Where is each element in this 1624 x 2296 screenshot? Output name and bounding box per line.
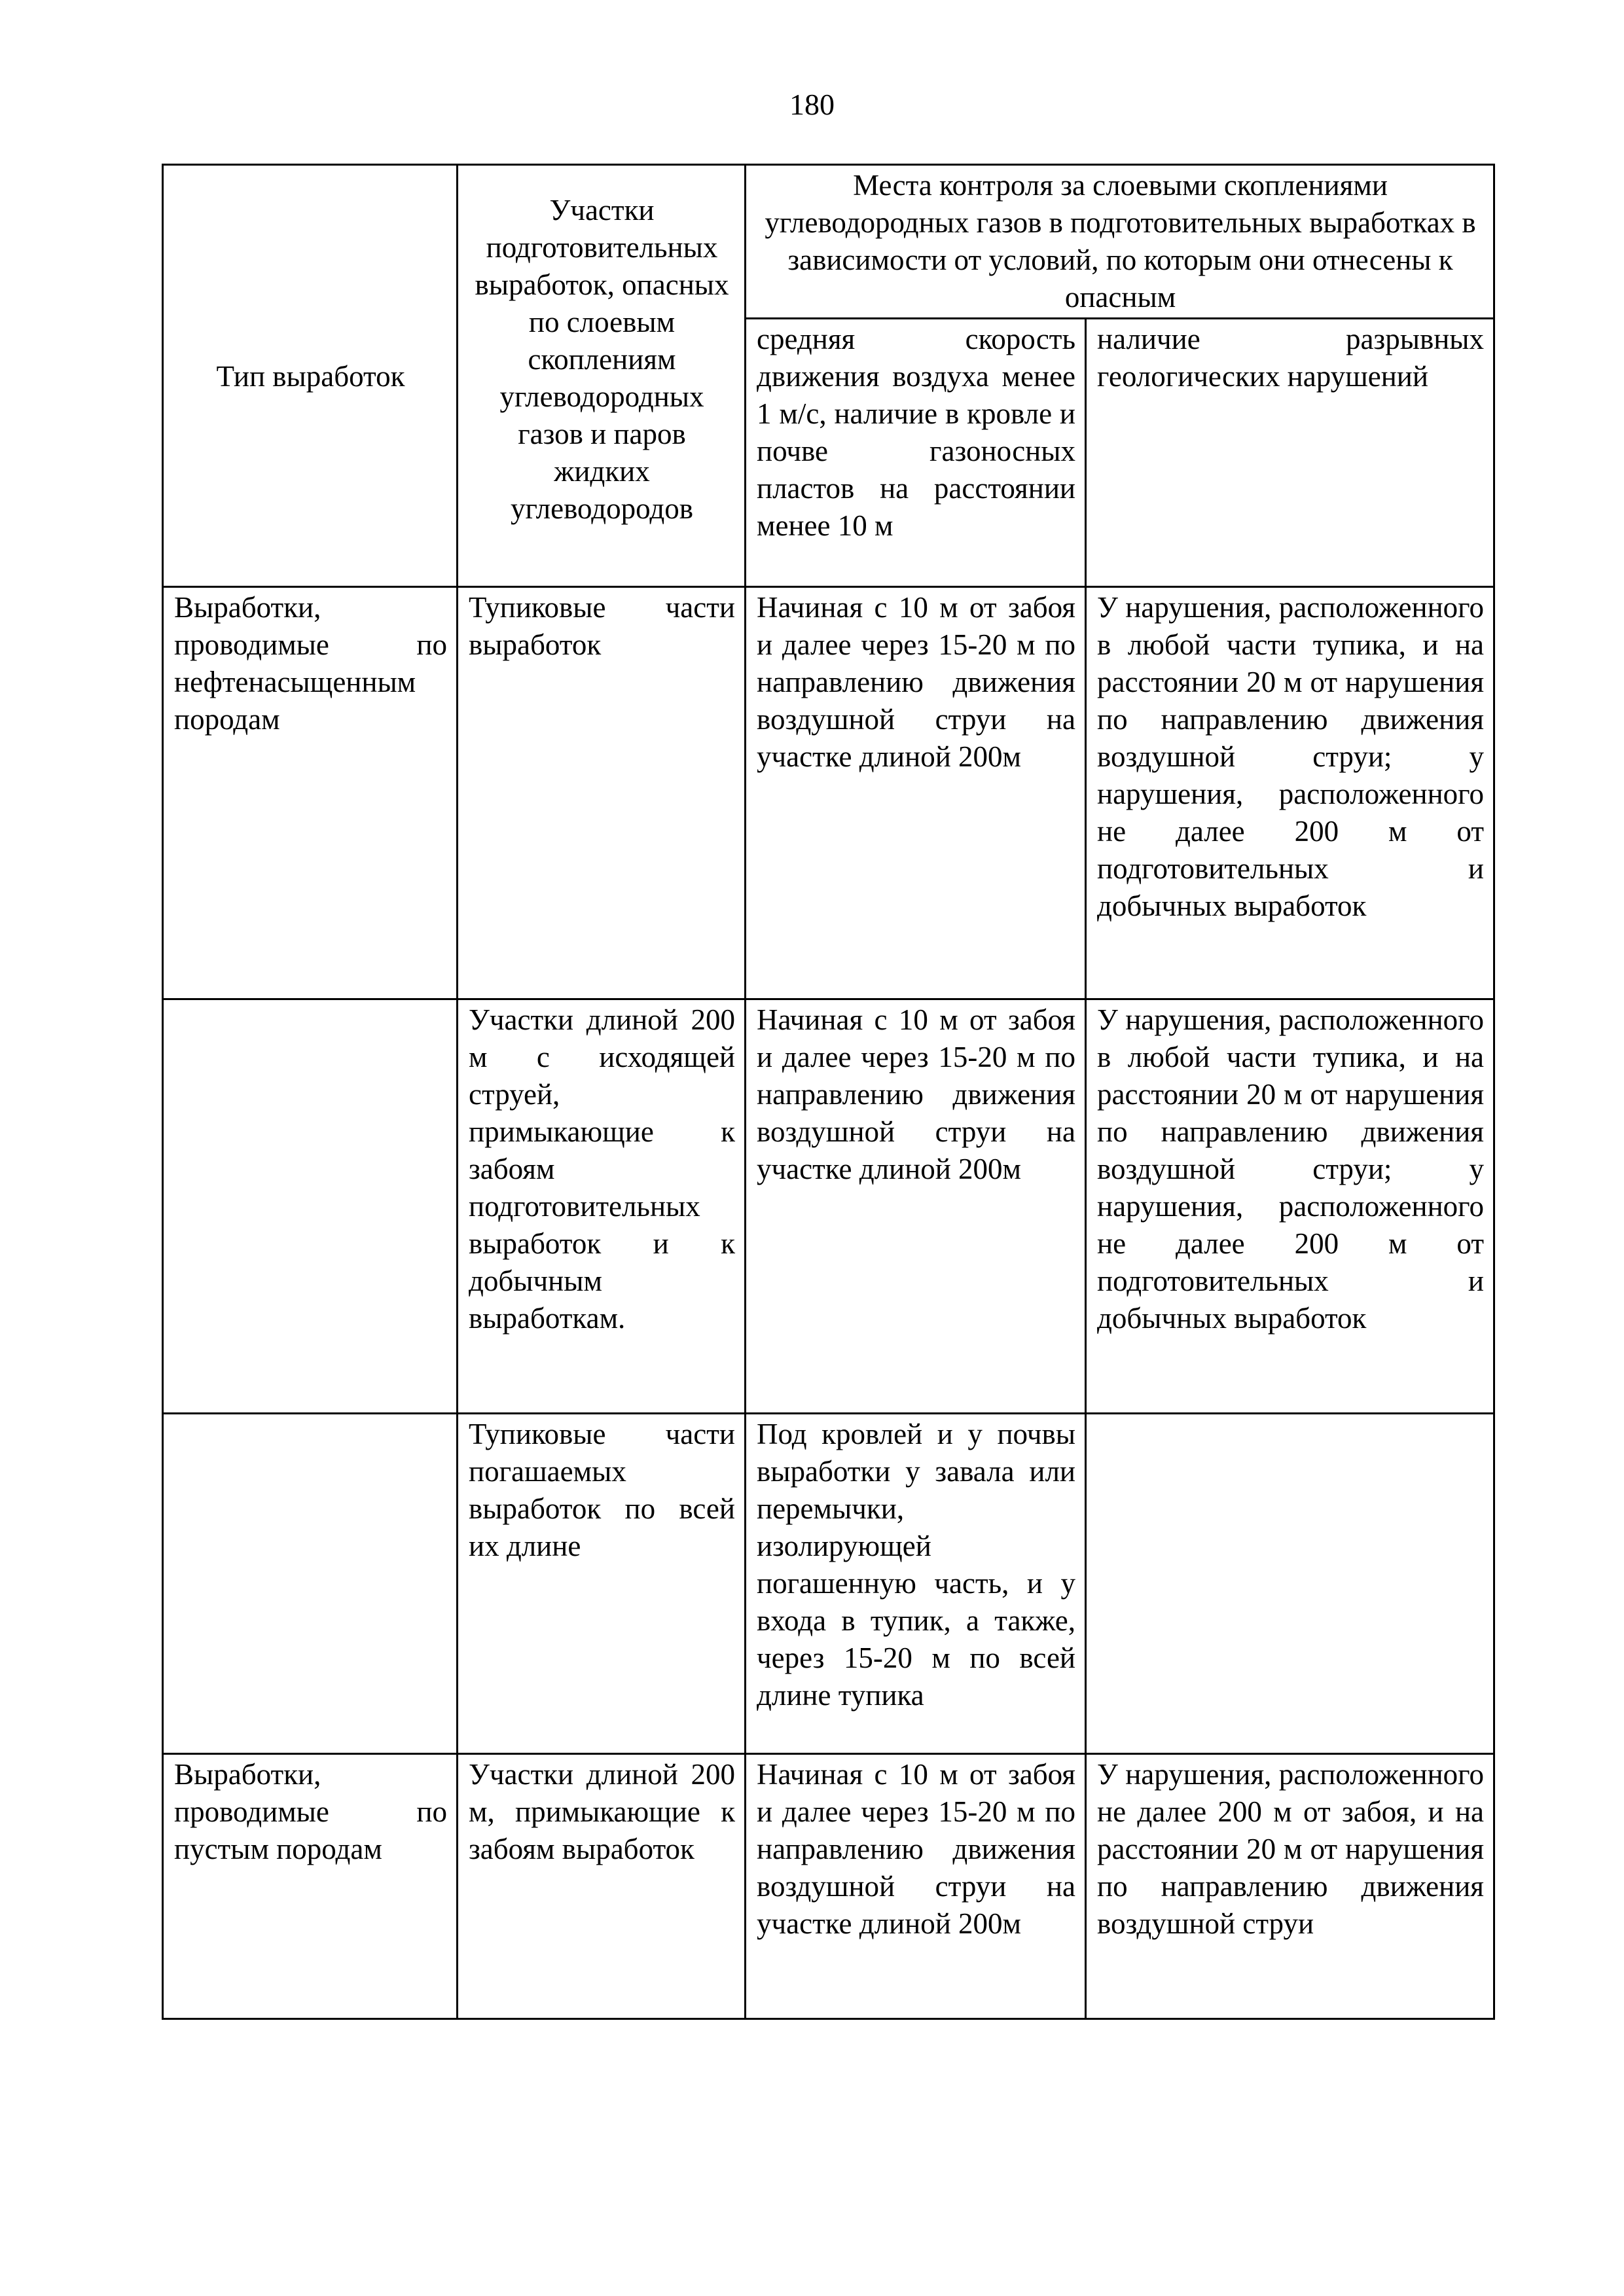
row-section-cell: Участки длиной 200 м с исходящей струей, примыкающие к забоям подготовительных выработок и к добычным выработкам.	[458, 999, 746, 1414]
row-faults-cell: У нарушения, расположенного не далее 200 м от забоя, и на расстоянии 20 м от нарушения по направлению движения воздушной струи	[1086, 1754, 1494, 2019]
row-faults-cell	[1086, 1414, 1494, 1754]
table-row	[163, 999, 1494, 1414]
table-row	[163, 1414, 1494, 1754]
row-type-cell	[163, 1414, 458, 1754]
row-type-cell: Выработки, проводимые по пустым породам	[163, 1754, 458, 2019]
control-points-table	[162, 164, 1495, 2020]
row-faults-cell: У нарушения, расположенного в любой части тупика, и на расстоянии 20 м от нарушения по направлению движения воздушной струи; у нарушения, расположенного не далее 200 м от подготовительных и добычных выработок	[1086, 587, 1494, 999]
row-section-cell: Участки длиной 200 м, примыкающие к забоям выработок	[458, 1754, 746, 2019]
row-speed-cell: Начиная с 10 м от забоя и далее через 15-20 м по направлению движения воздушной струи на участке длиной 200м	[746, 999, 1086, 1414]
row-type-cell: Выработки, проводимые по нефтенасыщенным породам	[163, 587, 458, 999]
row-faults-cell: У нарушения, расположенного в любой части тупика, и на расстоянии 20 м от нарушения по направлению движения воздушной струи; у нарушения, расположенного не далее 200 м от подготовительных и добычных выработок	[1086, 999, 1494, 1414]
header-places-cell: Места контроля за слоевыми скоплениями углеводородных газов в подготовительных выработках в зависимости от условий, по которым они отнесены к опасным	[746, 165, 1494, 319]
subheader-speed-cell: средняя скорость движения воздуха менее 1 м/с, наличие в кровле и почве газоносных пластов на расстоянии менее 10 м	[746, 319, 1086, 587]
row-type-cell	[163, 999, 458, 1414]
header-type-cell: Тип выработок	[163, 165, 458, 587]
header-sections-cell: Участки подготовительных выработок, опасных по слоевым скоплениям углеводородных газов и паров жидких углеводородов	[458, 165, 746, 587]
row-speed-cell: Начиная с 10 м от забоя и далее через 15-20 м по направлению движения воздушной струи на участке длиной 200м	[746, 1754, 1086, 2019]
row-speed-cell: Под кровлей и у почвы выработки у завала или перемычки, изолирующей погашенную часть, и у входа в тупик, а также, через 15-20 м по всей длине тупика	[746, 1414, 1086, 1754]
table-row	[163, 1754, 1494, 2019]
row-speed-cell: Начиная с 10 м от забоя и далее через 15-20 м по направлению движения воздушной струи на участке длиной 200м	[746, 587, 1086, 999]
table-header-row	[163, 165, 1494, 319]
row-section-cell: Тупиковые части выработок	[458, 587, 746, 999]
table-row	[163, 587, 1494, 999]
subheader-faults-cell: наличие разрывных геологических нарушений	[1086, 319, 1494, 587]
page-number: 180	[789, 88, 835, 121]
row-section-cell: Тупиковые части погашаемых выработок по всей их длине	[458, 1414, 746, 1754]
